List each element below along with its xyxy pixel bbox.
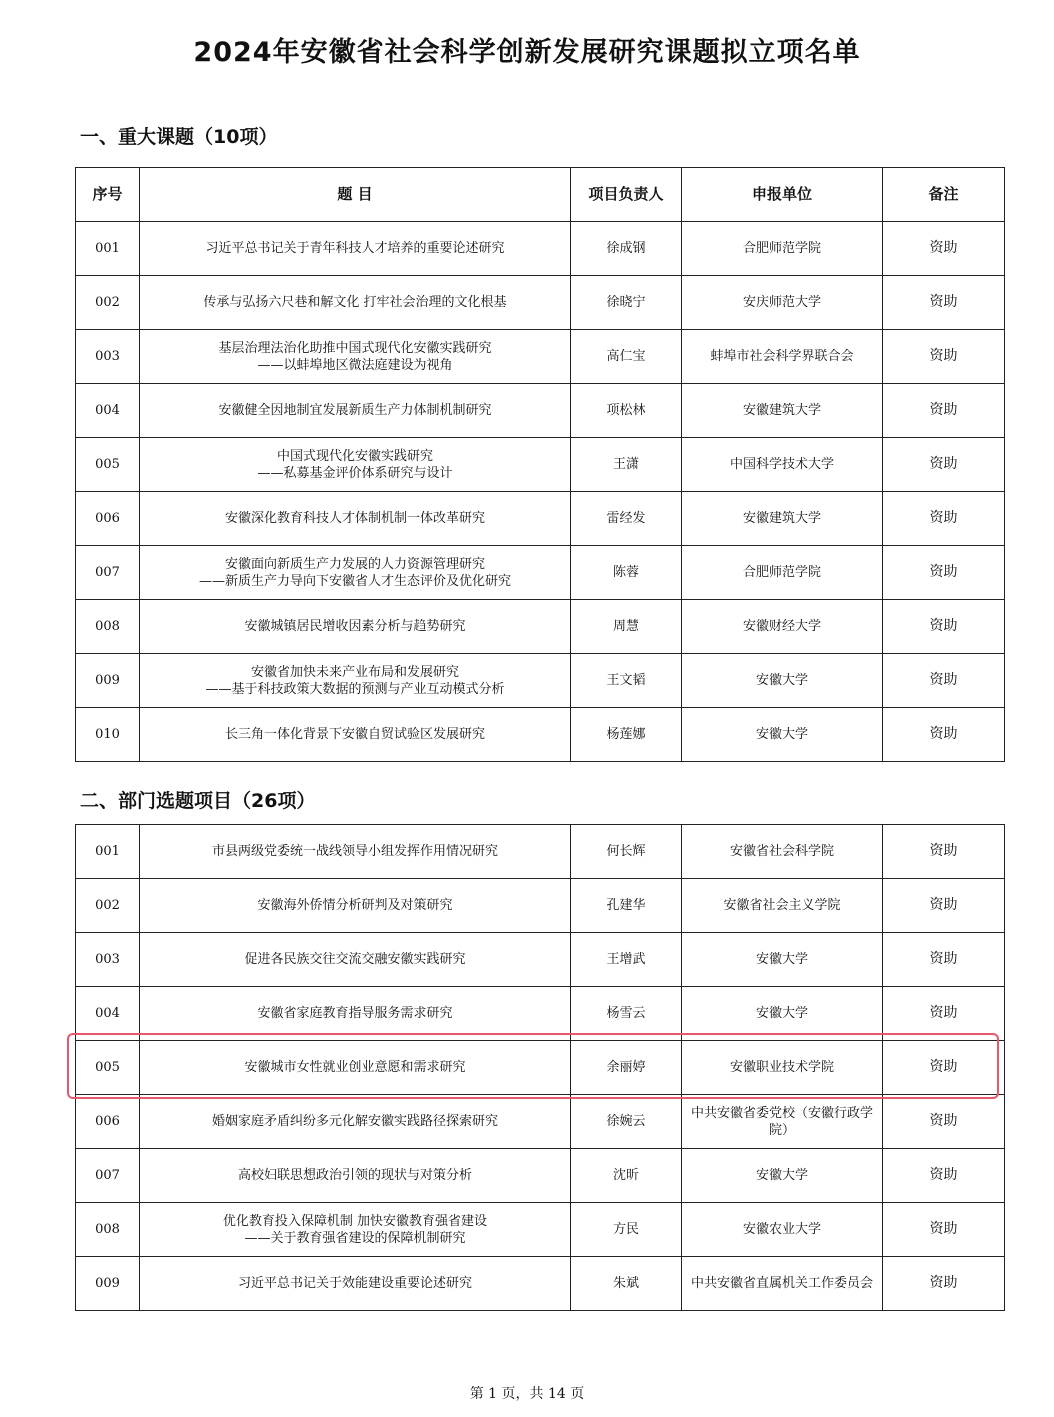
cell-unit: 安徽大学	[682, 933, 883, 987]
cell-title	[140, 222, 571, 276]
title-main: 传承与弘扬六尺巷和解文化 打牢社会治理的文化根基	[203, 295, 507, 310]
cell-leader: 杨雪云	[571, 987, 682, 1041]
title-subtitle: ——新质生产力导向下安徽省人才生态评价及优化研究	[198, 573, 511, 589]
cell-note: 资助	[883, 1203, 1005, 1257]
cell-no: 002	[76, 879, 140, 933]
cell-no: 007	[76, 546, 140, 600]
title-subtitle: ——私募基金评价体系研究与设计	[257, 465, 453, 481]
cell-leader: 周慧	[571, 600, 682, 654]
cell-note: 资助	[883, 546, 1005, 600]
cell-note: 资助	[883, 1041, 1005, 1095]
cell-unit: 蚌埠市社会科学界联合会	[682, 330, 883, 384]
cell-unit: 安徽职业技术学院	[682, 1041, 883, 1095]
cell-note: 资助	[883, 825, 1005, 879]
page-title: 2024年安徽省社会科学创新发展研究课题拟立项名单	[193, 37, 861, 68]
cell-no: 004	[76, 987, 140, 1041]
cell-leader: 沈昕	[571, 1149, 682, 1203]
title-main: 习近平总书记关于效能建设重要论述研究	[237, 1276, 472, 1291]
cell-no: 010	[76, 708, 140, 762]
title-main: 安徽海外侨情分析研判及对策研究	[257, 898, 453, 913]
title-main: 安徽深化教育科技人才体制机制一体改革研究	[224, 511, 485, 526]
col-header-no: 序号	[76, 168, 140, 222]
cell-leader: 高仁宝	[571, 330, 682, 384]
cell-unit: 中共安徽省直属机关工作委员会	[682, 1257, 883, 1311]
table-row	[76, 654, 1005, 708]
cell-no: 006	[76, 492, 140, 546]
cell-leader: 余丽婷	[571, 1041, 682, 1095]
title-main: 婚姻家庭矛盾纠纷多元化解安徽实践路径探索研究	[211, 1114, 498, 1129]
cell-note: 资助	[883, 492, 1005, 546]
table-row	[76, 933, 1005, 987]
cell-title	[140, 330, 571, 384]
cell-leader: 王文韬	[571, 654, 682, 708]
cell-note: 资助	[883, 384, 1005, 438]
cell-title	[140, 933, 571, 987]
cell-title	[140, 546, 571, 600]
title-main: 安徽城市女性就业创业意愿和需求研究	[244, 1060, 466, 1075]
title-main: 安徽健全因地制宜发展新质生产力体制机制研究	[218, 403, 492, 418]
highlight-box	[67, 1033, 999, 1099]
cell-no: 005	[76, 1041, 140, 1095]
cell-title	[140, 654, 571, 708]
cell-note: 资助	[883, 600, 1005, 654]
cell-unit: 安庆师范大学	[682, 276, 883, 330]
cell-note: 资助	[883, 1095, 1005, 1149]
cell-leader: 朱斌	[571, 1257, 682, 1311]
cell-unit: 合肥师范学院	[682, 222, 883, 276]
section-heading-department: 二、部门选题项目（26项）	[80, 790, 316, 812]
title-main: 促进各民族交往交流交融安徽实践研究	[244, 952, 466, 967]
col-header-title: 题 目	[140, 168, 571, 222]
title-subtitle: ——关于教育强省建设的保障机制研究	[244, 1230, 466, 1246]
table-row	[76, 330, 1005, 384]
cell-title	[140, 600, 571, 654]
cell-title	[140, 276, 571, 330]
cell-leader: 陈蓉	[571, 546, 682, 600]
cell-unit: 安徽建筑大学	[682, 492, 883, 546]
cell-leader: 杨莲娜	[571, 708, 682, 762]
table-row	[76, 825, 1005, 879]
table-row	[76, 438, 1005, 492]
cell-unit: 中国科学技术大学	[682, 438, 883, 492]
cell-no: 009	[76, 1257, 140, 1311]
title-main: 安徽省家庭教育指导服务需求研究	[257, 1006, 453, 1021]
title-main: 安徽城镇居民增收因素分析与趋势研究	[244, 619, 466, 634]
title-subtitle: ——以蚌埠地区微法庭建设为视角	[257, 357, 453, 373]
cell-note: 资助	[883, 1149, 1005, 1203]
table-row	[76, 384, 1005, 438]
cell-title	[140, 438, 571, 492]
cell-leader: 徐婉云	[571, 1095, 682, 1149]
title-main: 长三角一体化背景下安徽自贸试验区发展研究	[224, 727, 485, 742]
cell-no: 001	[76, 222, 140, 276]
cell-no: 001	[76, 825, 140, 879]
title-main: 安徽省加快未来产业布局和发展研究	[250, 664, 459, 680]
cell-note: 资助	[883, 933, 1005, 987]
cell-note: 资助	[883, 1257, 1005, 1311]
cell-title	[140, 825, 571, 879]
cell-no: 004	[76, 384, 140, 438]
col-header-note: 备注	[883, 168, 1005, 222]
table-row	[76, 1203, 1005, 1257]
cell-leader: 项松林	[571, 384, 682, 438]
title-main: 中国式现代化安徽实践研究	[276, 448, 433, 464]
cell-unit: 安徽大学	[682, 708, 883, 762]
table-row	[76, 1257, 1005, 1311]
cell-title	[140, 879, 571, 933]
page-footer: 第 1 页，共 14 页	[469, 1386, 585, 1402]
cell-title	[140, 1149, 571, 1203]
cell-no: 008	[76, 1203, 140, 1257]
cell-title	[140, 708, 571, 762]
cell-unit: 安徽省社会科学院	[682, 825, 883, 879]
cell-note: 资助	[883, 222, 1005, 276]
cell-unit: 安徽大学	[682, 654, 883, 708]
cell-leader: 方民	[571, 1203, 682, 1257]
cell-unit: 安徽建筑大学	[682, 384, 883, 438]
cell-note: 资助	[883, 987, 1005, 1041]
cell-note: 资助	[883, 276, 1005, 330]
title-main: 高校妇联思想政治引领的现状与对策分析	[237, 1168, 472, 1183]
cell-unit: 安徽大学	[682, 1149, 883, 1203]
cell-note: 资助	[883, 330, 1005, 384]
cell-unit: 安徽大学	[682, 987, 883, 1041]
table-row	[76, 222, 1005, 276]
table-row	[76, 600, 1005, 654]
cell-unit: 安徽省社会主义学院	[682, 879, 883, 933]
cell-no: 008	[76, 600, 140, 654]
table-row	[76, 492, 1005, 546]
cell-leader: 雷经发	[571, 492, 682, 546]
cell-title	[140, 492, 571, 546]
cell-leader: 孔建华	[571, 879, 682, 933]
cell-no: 003	[76, 330, 140, 384]
title-main: 基层治理法治化助推中国式现代化安徽实践研究	[218, 340, 492, 356]
title-main: 安徽面向新质生产力发展的人力资源管理研究	[224, 556, 485, 572]
table-row	[76, 546, 1005, 600]
cell-unit: 合肥师范学院	[682, 546, 883, 600]
cell-note: 资助	[883, 708, 1005, 762]
table-row	[76, 1149, 1005, 1203]
cell-no: 003	[76, 933, 140, 987]
table-row	[76, 879, 1005, 933]
cell-title	[140, 1257, 571, 1311]
cell-unit: 安徽农业大学	[682, 1203, 883, 1257]
cell-leader: 王潇	[571, 438, 682, 492]
cell-note: 资助	[883, 879, 1005, 933]
cell-title	[140, 1203, 571, 1257]
cell-no: 006	[76, 1095, 140, 1149]
cell-no: 007	[76, 1149, 140, 1203]
major-projects-table	[75, 167, 1005, 762]
cell-no: 002	[76, 276, 140, 330]
section-heading-major: 一、重大课题（10项）	[80, 126, 278, 148]
table-header-row	[76, 168, 1005, 222]
cell-leader: 徐成钢	[571, 222, 682, 276]
cell-note: 资助	[883, 438, 1005, 492]
cell-no: 009	[76, 654, 140, 708]
col-header-leader: 项目负责人	[571, 168, 682, 222]
cell-title	[140, 384, 571, 438]
table-row	[76, 276, 1005, 330]
table-row	[76, 1095, 1005, 1149]
cell-unit: 安徽财经大学	[682, 600, 883, 654]
cell-leader: 徐晓宁	[571, 276, 682, 330]
cell-no: 005	[76, 438, 140, 492]
table-row	[76, 708, 1005, 762]
col-header-unit: 申报单位	[682, 168, 883, 222]
title-subtitle: ——基于科技政策大数据的预测与产业互动模式分析	[205, 681, 505, 697]
cell-title	[140, 1095, 571, 1149]
cell-leader: 何长辉	[571, 825, 682, 879]
cell-leader: 王增武	[571, 933, 682, 987]
title-main: 优化教育投入保障机制 加快安徽教育强省建设	[222, 1213, 488, 1229]
cell-unit: 中共安徽省委党校（安徽行政学院）	[682, 1095, 883, 1149]
cell-note: 资助	[883, 654, 1005, 708]
title-main: 习近平总书记关于青年科技人才培养的重要论述研究	[205, 241, 505, 256]
title-main: 市县两级党委统一战线领导小组发挥作用情况研究	[211, 844, 498, 859]
